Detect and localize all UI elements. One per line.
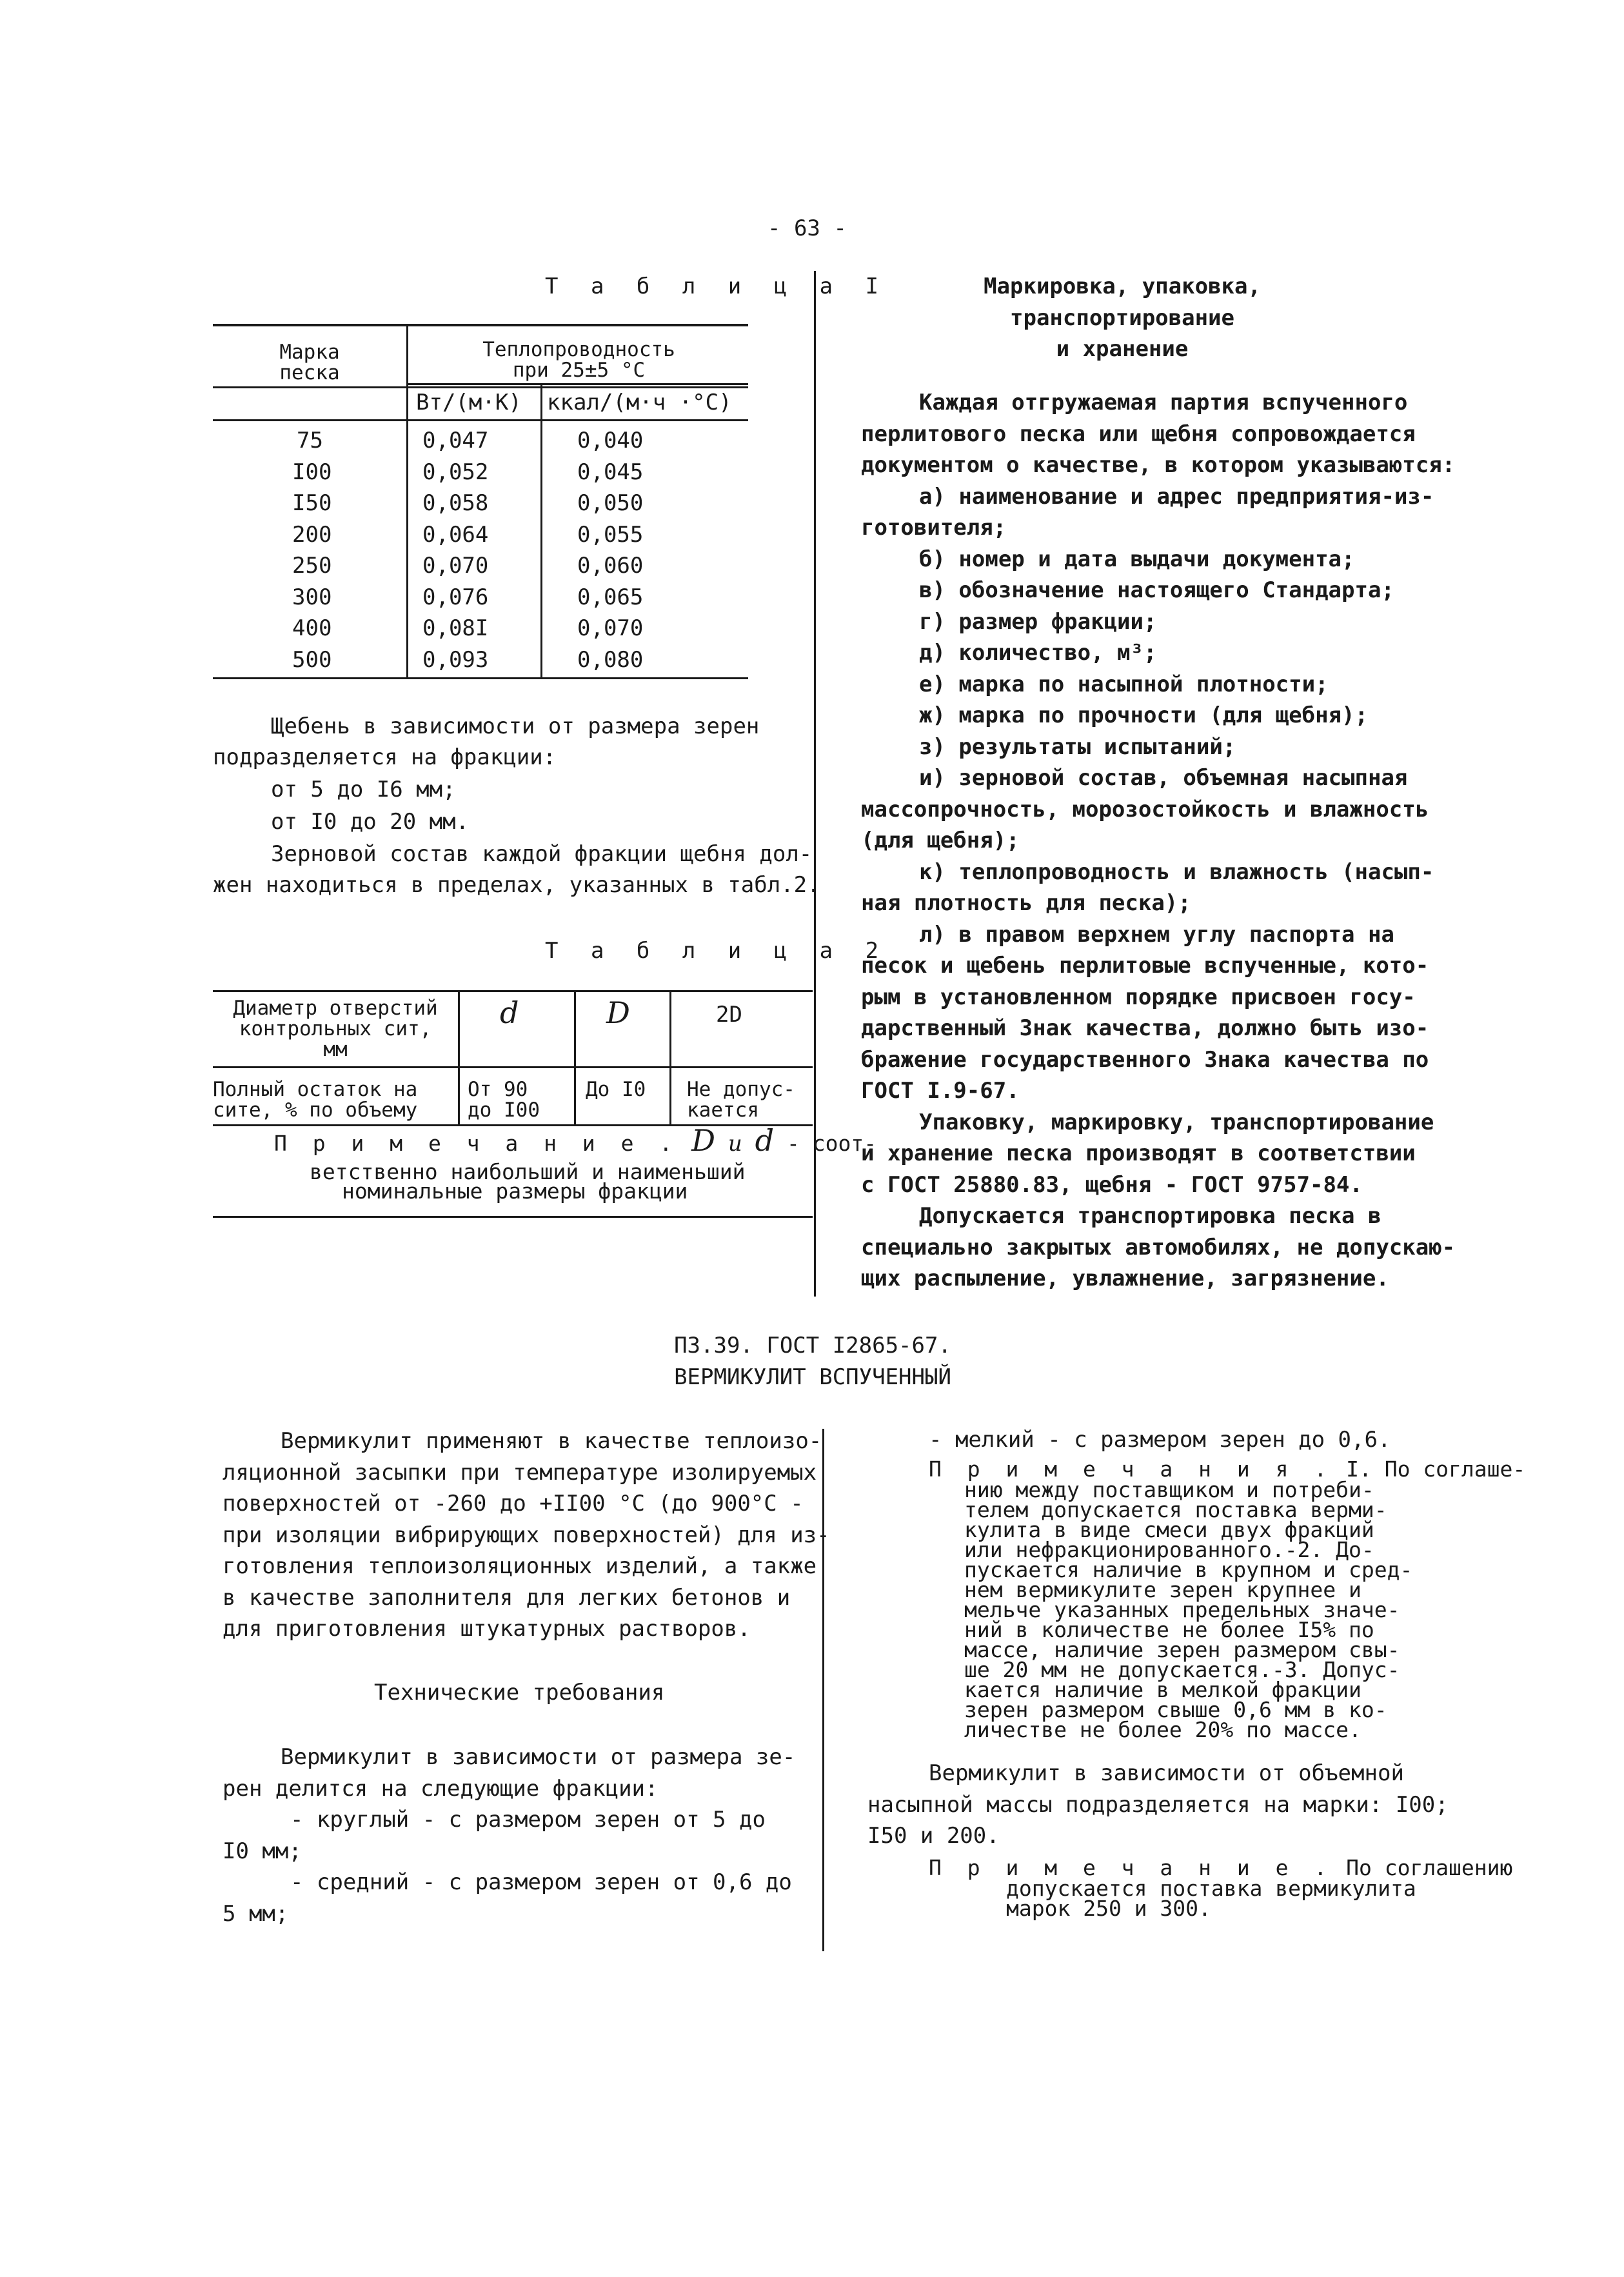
bottom-left-line: 5 мм; bbox=[223, 1900, 289, 1927]
right-line: з) результаты испытаний; bbox=[919, 733, 1236, 760]
table2-note-rule bbox=[213, 1216, 813, 1218]
left-p4-line1: Зерновой состав каждой фракции щебня дол- bbox=[271, 841, 813, 867]
left-p1-line2: подразделяется на фракции: bbox=[213, 744, 557, 770]
right-line: и) зерновой состав, объемная насыпная bbox=[919, 765, 1408, 791]
table2-col-d: d bbox=[500, 995, 519, 1030]
right-line: с ГОСТ 25880.83, щебня - ГОСТ 9757-84. bbox=[861, 1171, 1363, 1198]
table2-top-rule bbox=[213, 990, 813, 992]
bottom-right-p1: Вермикулит в зависимости от объемной насыпной массы подразделяется на марки: I00; I50 и 200. bbox=[867, 1760, 1449, 1849]
bottom-left-line: рен делится на следующие фракции: bbox=[223, 1775, 659, 1802]
right-line: массопрочность, морозостойкость и влажность bbox=[861, 796, 1429, 822]
right-body bbox=[861, 387, 1455, 1295]
table1-row-kcal: 0,080 bbox=[577, 646, 644, 673]
page-number: - 63 - bbox=[767, 215, 847, 241]
table2-caption: Т а б л и ц а 2 bbox=[545, 938, 889, 964]
table1-vline-1 bbox=[406, 324, 408, 679]
bottom-left-body bbox=[223, 1426, 830, 1645]
right-line: бражение государственного Знака качества по bbox=[861, 1046, 1429, 1073]
table1-row-w: 0,08I bbox=[422, 615, 489, 641]
right-line: г) размер фракции; bbox=[919, 608, 1157, 635]
right-line: готовителя; bbox=[861, 515, 1007, 541]
table1-row-w: 0,058 bbox=[422, 490, 489, 516]
table1-row-w: 0,093 bbox=[422, 646, 489, 673]
table1-row-grade: I00 bbox=[292, 459, 332, 485]
right-line: ная плотность для песка); bbox=[861, 890, 1191, 916]
table1-row-w: 0,064 bbox=[422, 521, 489, 548]
table2-vline-1 bbox=[458, 990, 460, 1126]
table1-row-grade: 250 bbox=[292, 553, 332, 579]
right-line: ж) марка по прочности (для щебня); bbox=[919, 702, 1368, 728]
table1-row-kcal: 0,060 bbox=[577, 553, 644, 579]
table1-row-grade: 200 bbox=[292, 521, 332, 548]
table1-vline-2 bbox=[540, 383, 542, 679]
table1-row-grade: 400 bbox=[292, 615, 332, 641]
table2-note-line3: номинальные размеры фракции bbox=[342, 1178, 688, 1204]
note1-body: нию между поставщиком и потреби- телем допускается поставка верми- кулита в виде смеси двух фракций или нефракционированного.-2. До- пускается наличие в крупном и сред- нем вермикулите зерен крупнее и мельче указанных предельных значе- ний в количестве не более I5% по массе, наличие зерен размером свы- ше 20 мм не допускается.-3. Допус- кается наличие в мелкой фракции зерен размером свыше 0,6 мм в ко- личестве не более 20% по массе. bbox=[964, 1477, 1413, 1742]
left-p1-line1: Щебень в зависимости от размера зерен bbox=[271, 713, 760, 739]
table2-value-D: До I0 bbox=[586, 1078, 646, 1101]
bottom-left-body-2 bbox=[223, 1742, 795, 1929]
right-heading: Маркировка, упаковка, транспортирование и хранение bbox=[984, 273, 1261, 362]
section-title bbox=[555, 1330, 1071, 1393]
table2-col-2D: 2D bbox=[716, 1002, 742, 1028]
bottom-left-line: в качестве заполнителя для легких бетонов и bbox=[223, 1584, 791, 1611]
table1-body-rule bbox=[213, 419, 748, 421]
right-line: дарственный Знак качества, должно быть изо- bbox=[861, 1015, 1429, 1041]
left-p3: от I0 до 20 мм. bbox=[271, 809, 470, 835]
right-line: рым в установленном порядке присвоен госу- bbox=[861, 984, 1416, 1010]
bottom-left-line: поверхностей от -260 до +II00 °С (до 900°С - bbox=[223, 1491, 804, 1516]
table1-row-grade: I50 bbox=[292, 490, 332, 516]
table1-row-kcal: 0,065 bbox=[577, 584, 644, 610]
right-line: документом о качестве, в котором указываются: bbox=[861, 452, 1456, 478]
bottom-left-line: - средний - с размером зерен от 0,6 до bbox=[290, 1869, 792, 1895]
table1-row-kcal: 0,040 bbox=[577, 428, 644, 453]
table1-row-kcal: 0,055 bbox=[577, 521, 644, 548]
table2-row2-label: Полный остаток на сите, % по объему bbox=[213, 1078, 418, 1122]
right-line: (для щебня); bbox=[861, 828, 1020, 853]
note1-label: П р и м е ч а н и я . bbox=[929, 1457, 1334, 1482]
table1-row-kcal: 0,050 bbox=[577, 490, 644, 516]
note1-first-line: П р и м е ч а н и я . I. По соглаше- bbox=[929, 1457, 1526, 1482]
bottom-left-line: готовления теплоизоляционных изделий, а также bbox=[223, 1553, 817, 1579]
table1-header-conductivity: Теплопроводность при 25±5 °С bbox=[482, 338, 675, 382]
table1-row-w: 0,052 bbox=[422, 459, 489, 485]
right-line: песок и щебень перлитовые вспученные, кото- bbox=[861, 953, 1429, 979]
right-line: б) номер и дата выдачи документа; bbox=[919, 546, 1355, 572]
table2-note-line2: ветственно наибольший и наименьший bbox=[310, 1159, 746, 1184]
table1-caption: Т а б л и ц а I bbox=[545, 273, 889, 299]
right-line: Допускается транспортировка песка в bbox=[919, 1203, 1381, 1229]
table1-row-grade: 500 bbox=[292, 646, 332, 673]
section-title-line1: ПЗ.39. ГОСТ I2865-67. bbox=[674, 1333, 951, 1358]
table1-bottom-rule bbox=[213, 677, 748, 679]
table1-row-grade: 75 bbox=[297, 428, 323, 453]
right-line: е) марка по насыпной плотности; bbox=[919, 671, 1329, 697]
table2-value-d: От 90 до I00 bbox=[468, 1078, 540, 1122]
right-line: Упаковку, маркировку, транспортирование bbox=[919, 1109, 1434, 1135]
right-line: к) теплопроводность и влажность (насып- bbox=[919, 859, 1434, 885]
table2-bottom-rule bbox=[213, 1124, 813, 1126]
right-line: щих распыление, увлажнение, загрязнение. bbox=[861, 1266, 1389, 1291]
bottom-left-line: ляционной засыпки при температуре изолируемых bbox=[223, 1459, 817, 1486]
bottom-left-line: Вермикулит в зависимости от размера зе- bbox=[281, 1744, 796, 1770]
table1-header-grade: Марка песка bbox=[279, 341, 340, 384]
table2-vline-3 bbox=[669, 990, 671, 1126]
right-line: перлитового песка или щебня сопровождается bbox=[861, 421, 1416, 447]
note2-body: допускается поставка вермикулита марок 250 и 300. bbox=[1006, 1876, 1416, 1921]
right-line: и хранение песка производят в соответствии bbox=[861, 1140, 1416, 1166]
table2-vline-2 bbox=[574, 990, 576, 1126]
left-p2: от 5 до I6 мм; bbox=[271, 777, 456, 802]
note2-first-line: П р и м е ч а н и е . По соглашению bbox=[929, 1855, 1513, 1880]
table2-mid-rule bbox=[213, 1066, 813, 1068]
table2-row1-label: Диаметр отверстий контрольных сит, мм bbox=[233, 997, 438, 1061]
section-title-line2: ВЕРМИКУЛИТ ВСПУЧЕННЫЙ bbox=[674, 1364, 951, 1390]
right-line: специально закрытых автомобилях, не допускаю- bbox=[861, 1234, 1456, 1260]
technical-requirements-heading: Технические требования bbox=[374, 1680, 665, 1705]
table1-row-grade: 300 bbox=[292, 584, 332, 610]
table1-row-w: 0,076 bbox=[422, 584, 489, 610]
bottom-left-line: Вермикулит применяют в качестве теплоизо- bbox=[281, 1428, 822, 1454]
table1-top-rule-2 bbox=[213, 325, 748, 326]
table1-row-w: 0,047 bbox=[422, 428, 489, 453]
table1-row-kcal: 0,045 bbox=[577, 459, 644, 485]
table2-value-2D: Не допус- кается bbox=[687, 1078, 795, 1122]
left-p4-line2: жен находиться в пределах, указанных в табл.2. bbox=[213, 872, 820, 898]
right-line: а) наименование и адрес предприятия-из- bbox=[919, 483, 1434, 510]
note2-label: П р и м е ч а н и е . bbox=[929, 1855, 1334, 1880]
table2-note-label: П р и м е ч а н и е . bbox=[274, 1131, 679, 1156]
bottom-right-line1: - мелкий - с размером зерен до 0,6. bbox=[929, 1427, 1391, 1453]
table2-note: П р и м е ч а н и е . D и d - соот- bbox=[274, 1123, 877, 1158]
bottom-left-line: при изоляции вибрирующих поверхностей) для из- bbox=[223, 1522, 830, 1548]
bottom-left-line: для приготовления штукатурных растворов. bbox=[223, 1616, 751, 1642]
table2-col-D: D bbox=[606, 995, 630, 1030]
table1-subheader-rule bbox=[406, 383, 748, 385]
bottom-left-line: - круглый - с размером зерен от 5 до bbox=[290, 1807, 766, 1833]
right-line: д) количество, м³; bbox=[919, 640, 1157, 666]
table1-unit-kcal: ккал/(м·ч ·°С) bbox=[547, 390, 732, 415]
right-line: ГОСТ I.9-67. bbox=[861, 1078, 1020, 1104]
right-line: л) в правом верхнем углу паспорта на bbox=[919, 921, 1394, 948]
right-line: Каждая отгружаемая партия вспученного bbox=[919, 390, 1408, 415]
table1-row-w: 0,070 bbox=[422, 553, 489, 579]
table1-unit-w: Вт/(м·К) bbox=[416, 390, 522, 415]
right-line: в) обозначение настоящего Стандарта; bbox=[919, 577, 1394, 603]
table1-row-kcal: 0,070 bbox=[577, 615, 644, 641]
bottom-left-line: I0 мм; bbox=[223, 1838, 302, 1864]
